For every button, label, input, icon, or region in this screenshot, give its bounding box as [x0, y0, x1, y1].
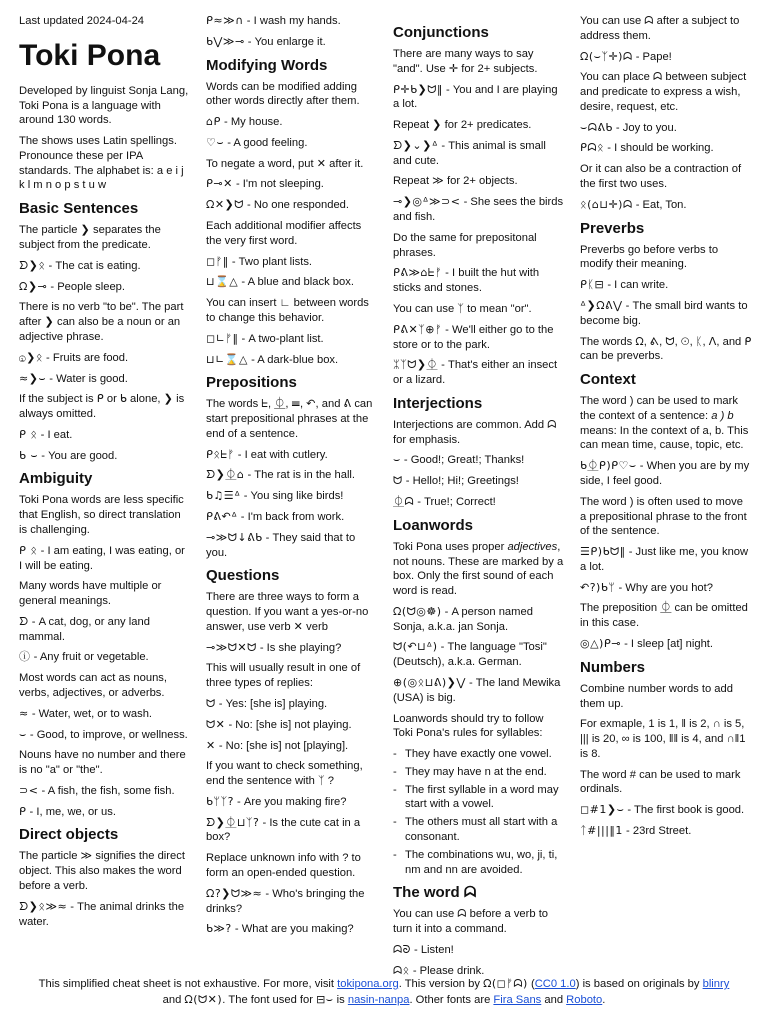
- footer-text: This simplified cheat sheet is not exhaustive. For more, visit: [38, 978, 338, 990]
- example: [206, 489, 378, 504]
- roboto-link[interactable]: Roboto: [566, 994, 603, 1007]
- paragraph: Preverbs go before verbs to modify their meaning.: [580, 243, 719, 271]
- example-translation: - The small bird wants to become big.: [580, 299, 748, 327]
- example-translation: - When you are by my side, I feel good.: [580, 460, 750, 487]
- example-translation: - The cat is eating.: [45, 259, 141, 272]
- example: [206, 14, 378, 29]
- example-translation: - Two plant lists.: [228, 255, 313, 268]
- example: [393, 358, 565, 388]
- sitelen-glyphs: ᘯ✕❯ᗢ: [206, 198, 244, 212]
- example: [206, 255, 378, 270]
- example-translation: - Are you making fire?: [233, 795, 347, 808]
- paragraph: Repeat ❯ for 2+ predicates.: [393, 119, 532, 132]
- example: [206, 448, 378, 463]
- example: [19, 615, 191, 645]
- footer-text: (: [527, 978, 535, 990]
- sitelen-glyphs: ᑲ⏂ᑭ)ᑭ♡⌣: [580, 459, 637, 473]
- example-translation: - A cat, dog, or any land mammal.: [19, 615, 150, 643]
- nasin-nanpa-link[interactable]: nasin-nanpa: [347, 994, 410, 1007]
- heading-modifying-words: Modifying Words: [206, 56, 328, 74]
- sitelen-glyphs: ᑲᛘᛉ?: [206, 794, 234, 808]
- column-3: [393, 14, 565, 985]
- example-translation: - The first book is good.: [624, 804, 745, 817]
- example-translation: - Listen!: [410, 943, 454, 956]
- heading-the-word-o: The word ᗣ: [393, 884, 477, 902]
- example: [393, 83, 565, 113]
- emphasis: a ) b: [711, 409, 734, 422]
- paragraph: You can use ᗣ after a subject to address them.: [580, 15, 740, 42]
- example: [206, 816, 378, 846]
- heading-direct-objects: Direct objects: [19, 826, 119, 844]
- paragraph: Interjections are common. Add ᗣ for emphasis.: [393, 418, 557, 446]
- example: [206, 198, 378, 213]
- heading-numbers: Numbers: [580, 658, 646, 676]
- example: [19, 449, 191, 464]
- example-translation: - Who's bringing the drinks?: [206, 887, 365, 915]
- sitelen-glyphs: ⊔⌛△: [206, 275, 239, 289]
- example-translation: - Water, wet, or to wash.: [28, 707, 153, 720]
- example-translation: - The language "Tosi" (Deutsch), a.k.a. German.: [393, 641, 547, 669]
- example-translation: - The land Mewika (USA) is big.: [393, 677, 561, 704]
- example-translation: - They said that to you.: [206, 531, 356, 559]
- example: [580, 198, 752, 213]
- example: [19, 280, 191, 295]
- example-translation: - I built the hut with sticks and stones.: [393, 267, 540, 295]
- text: , not nouns. These are marked by a box. Only the first sound of each word is read.: [393, 540, 564, 598]
- text: means: In the context of a, b. This can mean time, cause, topic, etc.: [580, 424, 749, 452]
- last-updated: Last updated 2024-04-24: [19, 15, 145, 27]
- example: [206, 739, 378, 754]
- page-title: Toki Pona: [19, 38, 161, 72]
- paragraph: The particle ❯ separates the subject from the predicate.: [19, 224, 161, 252]
- example-translation: - No: [she is] not playing.: [225, 718, 352, 731]
- example-translation: - Please drink.: [409, 964, 485, 977]
- example-translation: - Water is good.: [46, 372, 128, 385]
- paragraph: Each additional modifier affects the very first word.: [206, 220, 362, 247]
- example-translation: - A dark-blue box.: [247, 353, 339, 366]
- example: [393, 474, 565, 489]
- example-translation: - Is she playing?: [256, 641, 342, 654]
- sitelen-glyphs: ◻#1❯⌣: [580, 803, 625, 817]
- example: [580, 545, 752, 575]
- sitelen-glyphs: ⊃<: [19, 783, 39, 797]
- heading-conjunctions: Conjunctions: [393, 24, 489, 41]
- sitelen-glyphs: ᛯᛉᗢ❯⏂: [393, 358, 439, 372]
- sitelen-glyphs: ◻∟ᚠ‖: [206, 331, 239, 345]
- syllable-rules-list: [393, 747, 565, 877]
- example: [206, 531, 378, 561]
- sitelen-glyphs: ᑲ♫☰ᐞ: [206, 489, 241, 503]
- example-translation: - Good, to improve, or wellness.: [26, 728, 188, 741]
- footer-text: . Other fonts are: [409, 994, 494, 1007]
- example: [580, 141, 752, 156]
- example-translation: - People sleep.: [47, 280, 126, 293]
- sitelen-glyphs: ⌣ᗣᕕᑲ: [580, 120, 613, 134]
- example: [19, 544, 191, 574]
- tokipona-link[interactable]: tokipona.org: [337, 978, 399, 990]
- example: [393, 640, 565, 670]
- text: The word ) can be used to mark the context of a sentence:: [580, 395, 738, 422]
- column-1: [19, 14, 191, 935]
- example-translation: - Joy to you.: [612, 121, 677, 134]
- example-translation: - You enlarge it.: [244, 35, 326, 48]
- sitelen-glyphs: ᗣᛟ: [393, 963, 410, 977]
- sitelen-glyphs: ᑭ ᛟ: [19, 427, 38, 441]
- sitelen-glyphs: ᗢ✕: [206, 717, 226, 731]
- heading-interjections: Interjections: [393, 394, 483, 412]
- sitelen-glyphs: ᑭ ᛟ: [19, 543, 38, 557]
- fira-sans-link[interactable]: Fira Sans: [493, 994, 542, 1007]
- heading-basic-sentences: Basic Sentences: [19, 200, 139, 218]
- example: [393, 139, 565, 169]
- example: [206, 697, 378, 712]
- paragraph: This will usually result in one of three types of replies:: [206, 662, 361, 690]
- sitelen-glyphs: ᑭ⊸✕: [206, 177, 233, 191]
- sitelen-glyphs: ♡⌣: [206, 135, 225, 149]
- list-item: - The others must all start with a consonant.: [393, 815, 565, 845]
- example: [19, 728, 191, 743]
- example-translation: - Is the cute cat in a box?: [206, 816, 361, 844]
- example: [19, 900, 191, 930]
- example-translation: - 23rd Street.: [622, 825, 692, 838]
- example: [580, 121, 752, 136]
- example: [206, 795, 378, 810]
- example: [580, 50, 752, 65]
- example: [206, 136, 378, 151]
- list-item: - The combinations wu, wo, ji, ti, nm and nn are avoided.: [393, 848, 565, 878]
- example-translation: - A blue and black box.: [238, 276, 354, 289]
- example-translation: - I, me, we, or us.: [26, 805, 116, 818]
- sitelen-glyphs: ⊸≫ᗢ↓ᕕᑲ: [206, 530, 263, 544]
- paragraph: Replace unknown info with ? to form an open-ended question.: [206, 852, 361, 880]
- example-translation: - No: [she is] not [playing].: [215, 739, 349, 752]
- sitelen-glyphs: ᗤ❯⏂⌂: [206, 468, 245, 482]
- sitelen-glyphs: ᘯ?❯ᗢ≫≈: [206, 886, 263, 900]
- paragraph: [393, 540, 565, 599]
- paragraph: There are three ways to form a question. If you want a yes-or-no answer, use verb ✕ verb: [206, 591, 369, 633]
- paragraph: The preposition ⏂ can be omitted in this case.: [580, 602, 748, 630]
- example: [206, 718, 378, 733]
- example: [19, 650, 191, 665]
- blinry-link[interactable]: blinry: [702, 978, 730, 990]
- example-translation: - She sees the birds and fish.: [393, 196, 564, 224]
- font-name-glyphs: ⊟⌣: [316, 993, 334, 1007]
- paragraph: If you want to check something, end the sentence with ᛉ ?: [206, 760, 363, 788]
- example-translation: - You are good.: [38, 449, 118, 462]
- author-name-glyphs: ᘯ(◻ᚠᗣ): [483, 977, 528, 990]
- example: [19, 707, 191, 722]
- footer-text: . This version by: [398, 978, 484, 990]
- example-translation: - I eat with cutlery.: [234, 448, 328, 461]
- example-translation: - I'm back from work.: [237, 510, 345, 523]
- example-translation: - Good!; Great!; Thanks!: [400, 454, 525, 467]
- example-translation: - A good feeling.: [224, 136, 308, 149]
- sitelen-glyphs: ᑭᕕ≫⌂ᖶᚠ: [393, 266, 443, 280]
- sitelen-glyphs: ᗤ: [19, 614, 29, 628]
- paragraph: Most words can act as nouns, verbs, adjectives, or adverbs.: [19, 672, 167, 699]
- sitelen-glyphs: ᑭ≈≫∩: [206, 14, 244, 27]
- paragraph: You can place ᗣ between subject and predicate to express a wish, desire, request, etc.: [580, 71, 747, 113]
- example: [206, 641, 378, 656]
- example: [580, 299, 752, 329]
- sitelen-glyphs: ⏂ᗣ: [393, 494, 415, 508]
- column-2: [206, 14, 378, 943]
- sitelen-glyphs: ᐞ❯ᘯᕕ⋁: [580, 298, 623, 312]
- sitelen-glyphs: ᑲ ⌣: [19, 448, 39, 462]
- paragraph: You can use ᗣ before a verb to turn it into a command.: [393, 908, 549, 936]
- sitelen-glyphs: ᑭ✛ᑲ❯ᗢ‖: [393, 82, 443, 96]
- footer-text: and: [541, 994, 567, 1007]
- intro-paragraph: Developed by linguist Sonja Lang, Toki Pona is a language with around 130 words.: [19, 84, 189, 127]
- sitelen-glyphs: ≈: [19, 706, 29, 720]
- example: [580, 637, 752, 652]
- paragraph: You can use ᛉ to mean "or".: [393, 302, 532, 315]
- sitelen-glyphs: ↶?)ᑲᛘ: [580, 580, 616, 594]
- example-translation: - I should be working.: [604, 142, 714, 155]
- sitelen-glyphs: ⓘ: [19, 650, 31, 664]
- example-translation: - I eat.: [37, 428, 73, 441]
- footer-text: ) is based on originals by: [575, 978, 703, 990]
- example: [580, 278, 752, 293]
- sitelen-glyphs: ⌣: [19, 727, 27, 741]
- example-translation: - I wash my hands.: [243, 15, 341, 27]
- paragraph: The words ᘯ, ᕕ, ᗢ, ⊙, ᛕ, ᐱ, and ᑭ can be preverbs.: [580, 335, 752, 363]
- sitelen-glyphs: ᘯ(⌣ᛉ✛)ᗣ: [580, 49, 633, 63]
- example: [206, 922, 378, 937]
- example: [206, 510, 378, 525]
- sitelen-glyphs: ≈❯⌣: [19, 371, 47, 385]
- paragraph: Many words have multiple or general meanings.: [19, 580, 162, 608]
- heading-questions: Questions: [206, 567, 280, 585]
- paragraph: Combine number words to add them up.: [580, 682, 733, 710]
- paragraph: If the subject is ᑭ or ᑲ alone, ❯ is always omitted.: [19, 393, 185, 421]
- example: [19, 784, 191, 799]
- paragraph: Repeat ≫ for 2+ objects.: [393, 175, 518, 188]
- example-translation: - I'm not sleeping.: [232, 178, 324, 191]
- sitelen-glyphs: ᘯ(ᗢ◎☸): [393, 604, 442, 618]
- example-translation: - What are you making?: [231, 923, 354, 936]
- footer-text: . The font used for: [222, 994, 317, 1007]
- sitelen-glyphs: ᗢ: [393, 474, 403, 488]
- example: [580, 581, 752, 596]
- license-link[interactable]: CC0 1.0: [534, 978, 576, 990]
- sitelen-glyphs: ᗢ(↶⊔ᐞ): [393, 640, 438, 654]
- sitelen-glyphs: ᑭᕕ✕ᛉ⊕ᚠ: [393, 322, 443, 336]
- sitelen-glyphs: ⊔∟⌛△: [206, 352, 248, 366]
- example: [580, 459, 752, 489]
- sitelen-glyphs: ᗤ❯⌄❯ᐞ: [393, 138, 439, 152]
- paragraph: Nouns have no number and there is no "a" or "the".: [19, 749, 186, 777]
- example: [393, 676, 565, 706]
- footer-text: and: [162, 994, 185, 1007]
- example: [206, 35, 378, 50]
- paragraph: The words ᖶ, ⏂, ☰, ↶, and ᕕ can start prepositional phrases at the end of a sentence.: [206, 398, 373, 440]
- example-translation: - We'll either go to the store or to the park.: [393, 323, 554, 351]
- example-translation: - A person named Sonja, a.k.a. jan Sonja.: [393, 605, 533, 633]
- example-translation: - A two-plant list.: [238, 332, 324, 345]
- example: [19, 428, 191, 443]
- example-translation: - Eat, Ton.: [632, 198, 687, 211]
- paragraph: For exmaple, 1 is 1, ‖ is 2, ∩ is 5, ||| is 20, ∞ is 100, ‖‖ is 4, and ∩‖1 is 8.: [580, 718, 746, 760]
- footer-text: .: [602, 994, 606, 1007]
- footer-text: is: [333, 994, 348, 1007]
- paragraph: The word ) is often used to move a prepositional phrase to the front of the sentence.: [580, 495, 747, 538]
- list-item: - They may have n at the end.: [393, 765, 565, 780]
- example: [206, 177, 378, 192]
- example-translation: - This animal is small and cute.: [393, 139, 546, 167]
- sitelen-glyphs: ᗤ❯⏂⊔ᛉ?: [206, 815, 260, 829]
- example-translation: - True!; Correct!: [414, 495, 496, 508]
- example-translation: - Why are you hot?: [615, 581, 713, 594]
- sitelen-glyphs: ᑲ≫?: [206, 922, 232, 936]
- text: Toki Pona uses proper: [393, 540, 508, 553]
- sitelen-glyphs: ⊸≫ᗢ✕ᗢ: [206, 640, 257, 654]
- example: [580, 803, 752, 818]
- example: [19, 805, 191, 820]
- example-translation: - That's either an insect or a lizard.: [393, 359, 558, 387]
- example-translation: - Any fruit or vegetable.: [30, 651, 149, 664]
- example: [206, 275, 378, 290]
- sitelen-glyphs: ᗣᘐ: [393, 942, 411, 956]
- example: [206, 353, 378, 368]
- example-translation: - My house.: [220, 116, 283, 129]
- paragraph: [580, 394, 752, 453]
- sitelen-glyphs: ᛏ#|||‖1: [580, 824, 623, 838]
- sitelen-glyphs: ◎△)ᑭ⊸: [580, 637, 621, 650]
- sitelen-glyphs: ⊸❯◎ᐞ≫⊃<: [393, 195, 461, 209]
- example: [206, 468, 378, 483]
- example: [393, 495, 565, 510]
- sitelen-glyphs: ᗤ❯ᛟ: [19, 258, 46, 272]
- example-translation: - A fish, the fish, some fish.: [38, 784, 175, 797]
- sitelen-glyphs: ☰ᑭ)ᑲᗢ‖: [580, 545, 626, 559]
- heading-preverbs: Preverbs: [580, 219, 645, 237]
- list-item: - The first syllable in a word may start with a vowel.: [393, 783, 565, 813]
- sitelen-glyphs: ᛟ(⌂⊔✛)ᗣ: [580, 197, 633, 211]
- example: [206, 887, 378, 917]
- sitelen-glyphs: ᑲ⋁≫⊸: [206, 34, 245, 48]
- example-translation: - I can write.: [604, 279, 669, 292]
- sitelen-glyphs: ᑭᛟᖶᚠ: [206, 447, 235, 461]
- sitelen-glyphs: ᑭ: [19, 804, 27, 818]
- example: [393, 943, 565, 958]
- example-translation: - Yes: [she is] playing.: [215, 698, 328, 710]
- example-translation: - Pape!: [632, 50, 672, 63]
- sitelen-glyphs: ᘯ❯⊸: [19, 279, 48, 293]
- sitelen-glyphs: ✕: [206, 738, 216, 752]
- paragraph: Do the same for prepositonal phrases.: [393, 231, 537, 259]
- example: [19, 372, 191, 387]
- heading-context: Context: [580, 371, 636, 389]
- sitelen-glyphs: ᗢ: [206, 697, 216, 710]
- paragraph: The word # can be used to mark ordinals.: [580, 768, 741, 796]
- paragraph: You can insert ∟ between words to change this behavior.: [206, 297, 369, 324]
- heading-prepositions: Prepositions: [206, 374, 297, 392]
- sitelen-glyphs: ⌣: [393, 453, 401, 467]
- sitelen-glyphs: ⌂ᑭ: [206, 115, 221, 129]
- sitelen-glyphs: ◻ᚠ‖: [206, 254, 229, 268]
- paragraph: Words can be modified adding other words directly after them.: [206, 80, 360, 108]
- paragraph: Or it can also be a contraction of the first two uses.: [580, 163, 742, 191]
- paragraph: There are many ways to say "and". Use ✛ for 2+ subjects.: [393, 48, 538, 75]
- footer: [30, 976, 738, 1009]
- example: [393, 323, 565, 353]
- list-item: - They have exactly one vowel.: [393, 747, 565, 762]
- sitelen-glyphs: ᑭᗣᛟ: [580, 141, 605, 155]
- example-translation: - I sleep [at] night.: [620, 638, 714, 650]
- example: [19, 351, 191, 366]
- example-translation: - Fruits are food.: [42, 351, 129, 364]
- paragraph: Loanwords should try to follow Toki Pona's rules for syllables:: [393, 712, 544, 740]
- column-4: [580, 14, 752, 845]
- example-translation: - Hello!; Hi!; Greetings!: [402, 475, 519, 488]
- sitelen-glyphs: ⊕(◎ᛟ⊔ᕕ)❯⋁: [393, 676, 466, 689]
- example-translation: - The rat is in the hall.: [244, 469, 356, 482]
- emphasis: adjectives: [507, 540, 558, 553]
- paragraph: The particle ≫ signifies the direct object. This also makes the word before a verb.: [19, 850, 185, 893]
- example-translation: - The animal drinks the water.: [19, 900, 185, 928]
- example: [206, 115, 378, 130]
- sitelen-glyphs: ⓘ❯ᛟ: [19, 350, 43, 364]
- paragraph: There is no verb "to be". The part after ❯ can also be a noun or an adjective phrase.: [19, 301, 184, 343]
- sitelen-glyphs: ᑭᛕ⊟: [580, 278, 605, 292]
- sitelen-glyphs: ᑭᕕ↶ᐞ: [206, 509, 238, 523]
- example: [393, 605, 565, 635]
- example: [393, 195, 565, 225]
- example-translation: - You and I are playing a lot.: [393, 83, 558, 111]
- example-translation: - No one responded.: [243, 199, 349, 212]
- alphabet-paragraph: The shows uses Latin spellings. Pronounce these per IPA standards. The alphabet is: a e i j k l m n o p s t u w: [19, 135, 184, 192]
- example: [580, 824, 752, 839]
- sitelen-glyphs: ᗤ❯ᛟ≫≈: [19, 899, 68, 913]
- example: [393, 453, 565, 468]
- example-translation: - You sing like birds!: [240, 490, 344, 503]
- heading-ambiguity: Ambiguity: [19, 470, 93, 488]
- example: [393, 266, 565, 296]
- example-translation: - Just like me, you know a lot.: [580, 546, 749, 573]
- paragraph: To negate a word, put ✕ after it.: [206, 157, 364, 170]
- heading-loanwords: Loanwords: [393, 516, 474, 534]
- paragraph: Toki Pona words are less specific that English, so direct translation is challenging.: [19, 494, 184, 536]
- second-author-glyphs: ᘯ(ᗢ✕): [184, 993, 223, 1007]
- example-translation: - I am eating, I was eating, or I will be eating.: [19, 544, 185, 572]
- example: [206, 332, 378, 347]
- example: [19, 259, 191, 274]
